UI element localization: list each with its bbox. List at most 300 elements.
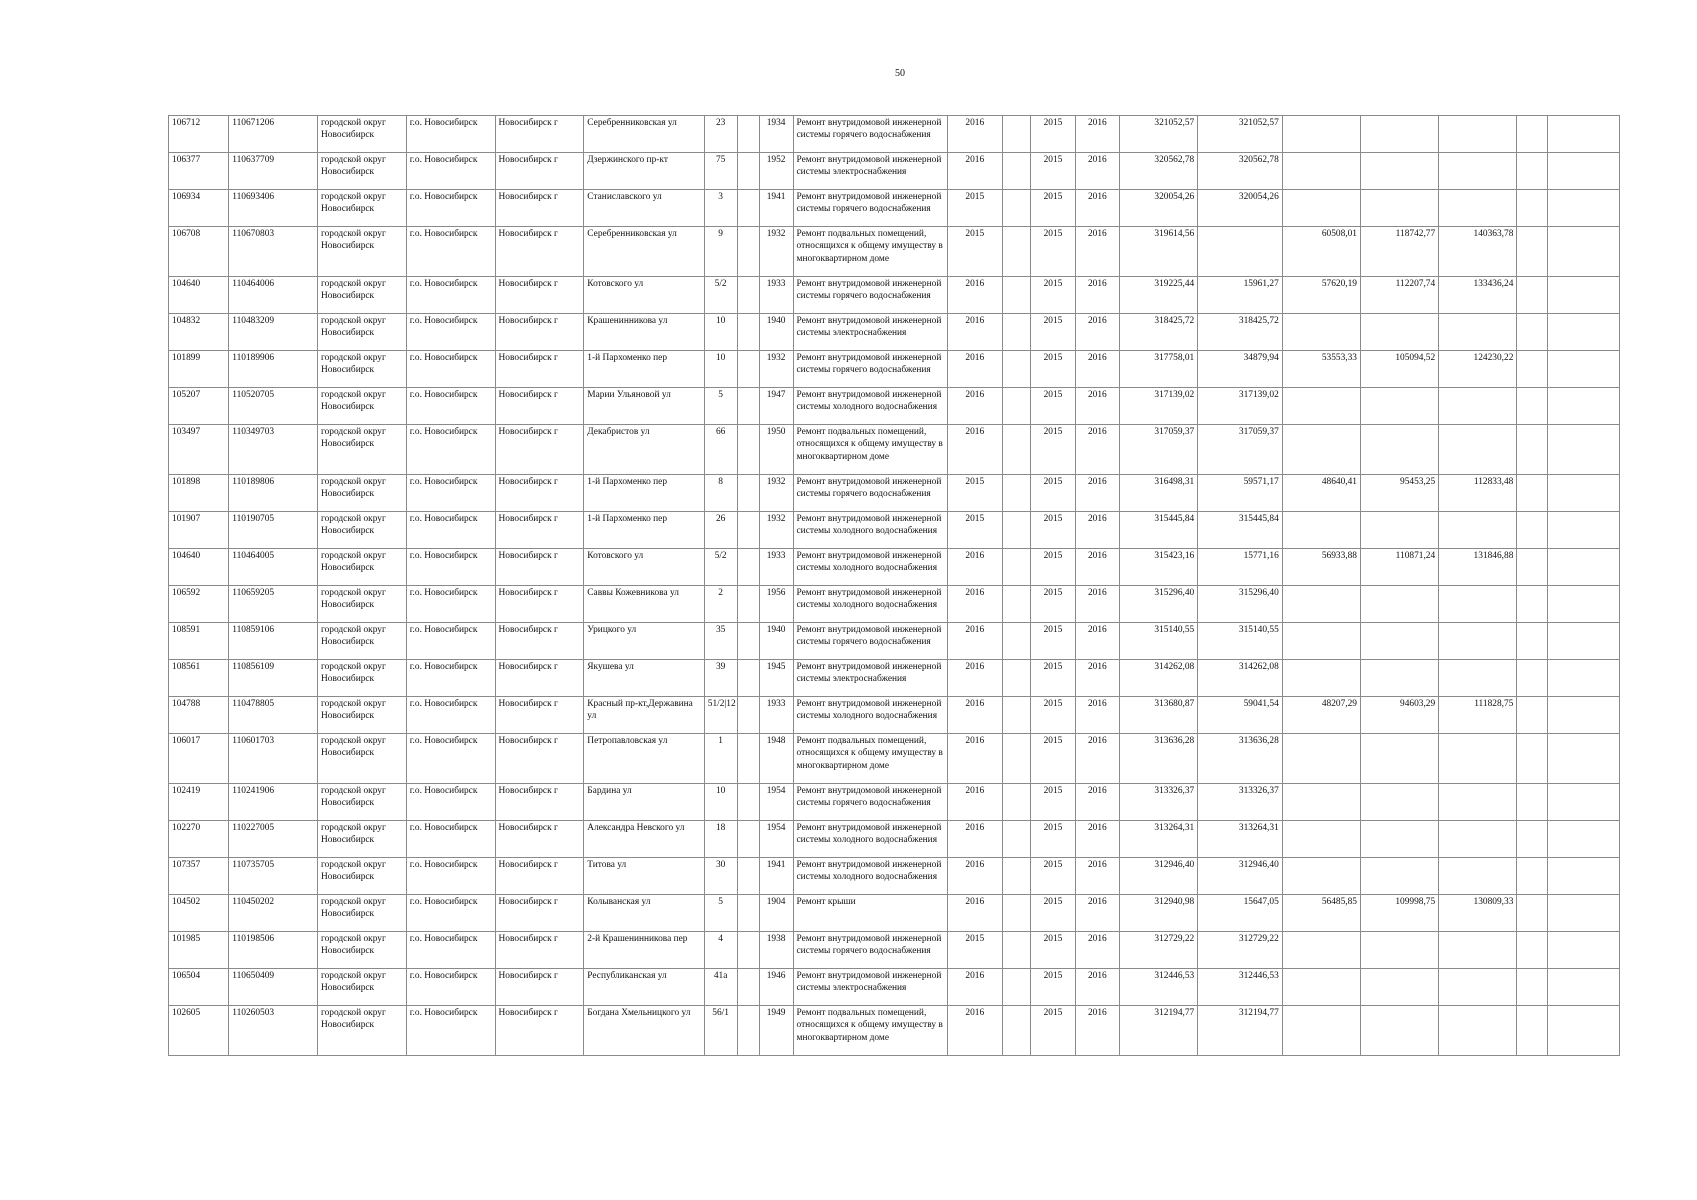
- cell-building: [737, 586, 759, 623]
- cell-work-type: Ремонт подвальных помещений, относящихся к общему имуществу в многоквартирном доме: [793, 734, 947, 784]
- table-row: [169, 190, 1620, 227]
- cell-extra: [1002, 153, 1031, 190]
- cell-extra: [1002, 895, 1031, 932]
- table-row: [169, 623, 1620, 660]
- cell-municipal-unit: г.о. Новосибирск: [406, 475, 495, 512]
- cell-building: [737, 623, 759, 660]
- cell-end-year: 2016: [1075, 895, 1119, 932]
- cell-build-year: 1933: [759, 549, 793, 586]
- cell-work-type: Ремонт внутридомовой инженерной системы холодного водоснабжения: [793, 821, 947, 858]
- cell-extra-2: [1517, 512, 1548, 549]
- cell-budget-3: [1439, 425, 1517, 475]
- cell-planned-year: 2015: [947, 512, 1002, 549]
- cell-house-number: 9: [704, 227, 737, 277]
- cell-budget-3: [1439, 1006, 1517, 1056]
- cell-planned-year: 2016: [947, 895, 1002, 932]
- cell-build-year: 1950: [759, 425, 793, 475]
- cell-work-type: Ремонт подвальных помещений, относящихся к общему имуществу в многоквартирном доме: [793, 1006, 947, 1056]
- cell-budget-1: [1282, 821, 1360, 858]
- cell-settlement: Новосибирск г: [495, 623, 584, 660]
- cell-house-number: 4: [704, 932, 737, 969]
- cell-start-year: 2015: [1031, 734, 1075, 784]
- cell-budget-2: [1360, 116, 1438, 153]
- cell-municipal-unit: г.о. Новосибирск: [406, 153, 495, 190]
- cell-house-number: 41а: [704, 969, 737, 1006]
- cell-start-year: 2015: [1031, 586, 1075, 623]
- table-row: [169, 697, 1620, 734]
- cell-build-year: 1940: [759, 623, 793, 660]
- cell-planned-year: 2016: [947, 586, 1002, 623]
- cell-budget-3: [1439, 969, 1517, 1006]
- cell-budget-2: [1360, 623, 1438, 660]
- cell-total-cost: 314262,08: [1120, 660, 1198, 697]
- cell-extra-3: [1548, 858, 1620, 895]
- cell-budget-1: [1282, 425, 1360, 475]
- cell-budget-2: [1360, 784, 1438, 821]
- cell-extra-3: [1548, 586, 1620, 623]
- cell-municipal-unit: г.о. Новосибирск: [406, 895, 495, 932]
- cell-budget-1: [1282, 660, 1360, 697]
- cell-planned-year: 2016: [947, 697, 1002, 734]
- cell-build-year: 1954: [759, 821, 793, 858]
- cell-start-year: 2015: [1031, 660, 1075, 697]
- cell-municipality: городской округ Новосибирск: [318, 425, 407, 475]
- cell-start-year: 2015: [1031, 277, 1075, 314]
- cell-house-id: 101907: [169, 512, 229, 549]
- table-row: [169, 475, 1620, 512]
- cell-end-year: 2016: [1075, 351, 1119, 388]
- cell-extra: [1002, 425, 1031, 475]
- cell-end-year: 2016: [1075, 623, 1119, 660]
- cell-extra-2: [1517, 586, 1548, 623]
- cell-end-year: 2016: [1075, 932, 1119, 969]
- cell-street: Петропавловская ул: [584, 734, 704, 784]
- cell-extra: [1002, 475, 1031, 512]
- cell-fund-cost: [1198, 227, 1283, 277]
- cell-extra-3: [1548, 190, 1620, 227]
- cell-house-id: 106592: [169, 586, 229, 623]
- cell-building: [737, 425, 759, 475]
- cell-planned-year: 2016: [947, 784, 1002, 821]
- cell-budget-2: 94603,29: [1360, 697, 1438, 734]
- cell-budget-3: [1439, 660, 1517, 697]
- cell-house-id: 106504: [169, 969, 229, 1006]
- cell-municipal-unit: г.о. Новосибирск: [406, 969, 495, 1006]
- cell-fund-cost: 315445,84: [1198, 512, 1283, 549]
- cell-end-year: 2016: [1075, 586, 1119, 623]
- cell-street: Колыванская ул: [584, 895, 704, 932]
- cell-budget-1: [1282, 623, 1360, 660]
- cell-total-cost: 312729,22: [1120, 932, 1198, 969]
- cell-budget-3: 131846,88: [1439, 549, 1517, 586]
- cell-total-cost: 315140,55: [1120, 623, 1198, 660]
- cell-planned-year: 2016: [947, 821, 1002, 858]
- cell-total-cost: 320562,78: [1120, 153, 1198, 190]
- cell-extra-3: [1548, 895, 1620, 932]
- cell-total-cost: 317059,37: [1120, 425, 1198, 475]
- cell-settlement: Новосибирск г: [495, 190, 584, 227]
- cell-extra: [1002, 660, 1031, 697]
- cell-building: [737, 697, 759, 734]
- cell-building: [737, 932, 759, 969]
- cell-planned-year: 2016: [947, 314, 1002, 351]
- table-row: [169, 227, 1620, 277]
- cell-work-type: Ремонт внутридомовой инженерной системы электроснабжения: [793, 314, 947, 351]
- cell-end-year: 2016: [1075, 784, 1119, 821]
- cell-start-year: 2015: [1031, 475, 1075, 512]
- cell-start-year: 2015: [1031, 351, 1075, 388]
- cell-planned-year: 2016: [947, 969, 1002, 1006]
- cell-budget-1: [1282, 116, 1360, 153]
- cell-fund-cost: 34879,94: [1198, 351, 1283, 388]
- cell-build-year: 1945: [759, 660, 793, 697]
- cell-extra-3: [1548, 623, 1620, 660]
- cell-municipal-unit: г.о. Новосибирск: [406, 623, 495, 660]
- cell-extra-2: [1517, 660, 1548, 697]
- cell-street: Александра Невского ул: [584, 821, 704, 858]
- cell-house-number: 51/2|12: [704, 697, 737, 734]
- cell-settlement: Новосибирск г: [495, 277, 584, 314]
- cell-fund-cost: 317059,37: [1198, 425, 1283, 475]
- table-row: [169, 277, 1620, 314]
- cell-start-year: 2015: [1031, 153, 1075, 190]
- cell-municipal-unit: г.о. Новосибирск: [406, 351, 495, 388]
- cell-settlement: Новосибирск г: [495, 969, 584, 1006]
- cell-extra-2: [1517, 116, 1548, 153]
- cell-municipal-unit: г.о. Новосибирск: [406, 388, 495, 425]
- cell-extra-3: [1548, 314, 1620, 351]
- cell-build-year: 1947: [759, 388, 793, 425]
- cell-start-year: 2015: [1031, 425, 1075, 475]
- cell-house-id: 106708: [169, 227, 229, 277]
- cell-municipality: городской округ Новосибирск: [318, 116, 407, 153]
- cell-start-year: 2015: [1031, 227, 1075, 277]
- cell-budget-2: [1360, 932, 1438, 969]
- cell-record-id: 110659205: [229, 586, 318, 623]
- cell-extra-3: [1548, 116, 1620, 153]
- cell-extra: [1002, 512, 1031, 549]
- cell-municipality: городской округ Новосибирск: [318, 351, 407, 388]
- cell-start-year: 2015: [1031, 821, 1075, 858]
- cell-fund-cost: 15771,16: [1198, 549, 1283, 586]
- cell-budget-1: [1282, 512, 1360, 549]
- cell-building: [737, 351, 759, 388]
- cell-house-number: 75: [704, 153, 737, 190]
- cell-start-year: 2015: [1031, 969, 1075, 1006]
- cell-total-cost: 316498,31: [1120, 475, 1198, 512]
- cell-end-year: 2016: [1075, 425, 1119, 475]
- table-row: [169, 858, 1620, 895]
- cell-extra: [1002, 623, 1031, 660]
- cell-street: Богдана Хмельницкого ул: [584, 1006, 704, 1056]
- cell-house-id: 102605: [169, 1006, 229, 1056]
- cell-extra-2: [1517, 895, 1548, 932]
- cell-extra: [1002, 227, 1031, 277]
- cell-work-type: Ремонт внутридомовой инженерной системы горячего водоснабжения: [793, 277, 947, 314]
- cell-fund-cost: 318425,72: [1198, 314, 1283, 351]
- cell-total-cost: 313326,37: [1120, 784, 1198, 821]
- cell-extra: [1002, 734, 1031, 784]
- cell-work-type: Ремонт внутридомовой инженерной системы горячего водоснабжения: [793, 190, 947, 227]
- cell-extra-2: [1517, 549, 1548, 586]
- table-row: [169, 660, 1620, 697]
- table-row: [169, 1006, 1620, 1056]
- cell-settlement: Новосибирск г: [495, 351, 584, 388]
- cell-street: Станиславского ул: [584, 190, 704, 227]
- cell-house-id: 108591: [169, 623, 229, 660]
- cell-budget-2: [1360, 512, 1438, 549]
- cell-fund-cost: 312194,77: [1198, 1006, 1283, 1056]
- cell-budget-3: [1439, 623, 1517, 660]
- cell-record-id: 110464006: [229, 277, 318, 314]
- cell-end-year: 2016: [1075, 388, 1119, 425]
- cell-municipal-unit: г.о. Новосибирск: [406, 227, 495, 277]
- cell-settlement: Новосибирск г: [495, 932, 584, 969]
- cell-extra: [1002, 116, 1031, 153]
- cell-extra-2: [1517, 277, 1548, 314]
- cell-end-year: 2016: [1075, 116, 1119, 153]
- cell-house-id: 104640: [169, 549, 229, 586]
- table-row: [169, 784, 1620, 821]
- cell-end-year: 2016: [1075, 1006, 1119, 1056]
- cell-record-id: 110483209: [229, 314, 318, 351]
- cell-work-type: Ремонт внутридомовой инженерной системы горячего водоснабжения: [793, 932, 947, 969]
- cell-record-id: 110464005: [229, 549, 318, 586]
- cell-total-cost: 313636,28: [1120, 734, 1198, 784]
- cell-budget-1: [1282, 314, 1360, 351]
- cell-fund-cost: 320054,26: [1198, 190, 1283, 227]
- cell-extra-2: [1517, 1006, 1548, 1056]
- cell-budget-2: [1360, 153, 1438, 190]
- cell-building: [737, 858, 759, 895]
- cell-municipal-unit: г.о. Новосибирск: [406, 116, 495, 153]
- cell-building: [737, 512, 759, 549]
- cell-street: Урицкого ул: [584, 623, 704, 660]
- cell-fund-cost: 315140,55: [1198, 623, 1283, 660]
- cell-municipality: городской округ Новосибирск: [318, 969, 407, 1006]
- cell-municipal-unit: г.о. Новосибирск: [406, 512, 495, 549]
- cell-budget-3: [1439, 586, 1517, 623]
- cell-extra-2: [1517, 932, 1548, 969]
- cell-budget-3: [1439, 153, 1517, 190]
- cell-settlement: Новосибирск г: [495, 314, 584, 351]
- cell-start-year: 2015: [1031, 895, 1075, 932]
- cell-municipality: городской округ Новосибирск: [318, 623, 407, 660]
- cell-extra-3: [1548, 475, 1620, 512]
- cell-planned-year: 2016: [947, 388, 1002, 425]
- cell-budget-2: 109998,75: [1360, 895, 1438, 932]
- cell-house-number: 5: [704, 895, 737, 932]
- cell-municipal-unit: г.о. Новосибирск: [406, 858, 495, 895]
- cell-fund-cost: 317139,02: [1198, 388, 1283, 425]
- cell-budget-3: [1439, 821, 1517, 858]
- cell-house-number: 18: [704, 821, 737, 858]
- cell-end-year: 2016: [1075, 697, 1119, 734]
- cell-extra-3: [1548, 784, 1620, 821]
- cell-budget-2: [1360, 969, 1438, 1006]
- cell-budget-2: 110871,24: [1360, 549, 1438, 586]
- cell-planned-year: 2016: [947, 660, 1002, 697]
- cell-municipal-unit: г.о. Новосибирск: [406, 277, 495, 314]
- cell-municipal-unit: г.о. Новосибирск: [406, 425, 495, 475]
- cell-budget-2: [1360, 314, 1438, 351]
- cell-extra: [1002, 932, 1031, 969]
- cell-budget-3: 140363,78: [1439, 227, 1517, 277]
- cell-extra-3: [1548, 277, 1620, 314]
- cell-build-year: 1938: [759, 932, 793, 969]
- cell-extra-3: [1548, 660, 1620, 697]
- cell-total-cost: 312946,40: [1120, 858, 1198, 895]
- table-row: [169, 586, 1620, 623]
- cell-house-id: 108561: [169, 660, 229, 697]
- cell-municipal-unit: г.о. Новосибирск: [406, 660, 495, 697]
- cell-budget-2: 118742,77: [1360, 227, 1438, 277]
- cell-record-id: 110227005: [229, 821, 318, 858]
- cell-planned-year: 2015: [947, 932, 1002, 969]
- cell-house-number: 26: [704, 512, 737, 549]
- cell-record-id: 110671206: [229, 116, 318, 153]
- cell-record-id: 110735705: [229, 858, 318, 895]
- cell-total-cost: 317139,02: [1120, 388, 1198, 425]
- cell-work-type: Ремонт внутридомовой инженерной системы холодного водоснабжения: [793, 512, 947, 549]
- cell-extra: [1002, 314, 1031, 351]
- cell-municipality: городской округ Новосибирск: [318, 586, 407, 623]
- cell-street: 1-й Пархоменко пер: [584, 475, 704, 512]
- cell-end-year: 2016: [1075, 314, 1119, 351]
- cell-street: Якушева ул: [584, 660, 704, 697]
- cell-end-year: 2016: [1075, 475, 1119, 512]
- cell-work-type: Ремонт подвальных помещений, относящихся к общему имуществу в многоквартирном доме: [793, 425, 947, 475]
- cell-budget-2: [1360, 190, 1438, 227]
- cell-municipal-unit: г.о. Новосибирск: [406, 549, 495, 586]
- cell-house-id: 102419: [169, 784, 229, 821]
- cell-extra-2: [1517, 190, 1548, 227]
- cell-municipality: городской округ Новосибирск: [318, 475, 407, 512]
- cell-municipality: городской округ Новосибирск: [318, 784, 407, 821]
- cell-settlement: Новосибирск г: [495, 734, 584, 784]
- cell-record-id: 110189806: [229, 475, 318, 512]
- cell-building: [737, 475, 759, 512]
- cell-house-id: 104832: [169, 314, 229, 351]
- cell-start-year: 2015: [1031, 549, 1075, 586]
- cell-house-id: 101985: [169, 932, 229, 969]
- cell-street: Серебренниковская ул: [584, 116, 704, 153]
- cell-work-type: Ремонт внутридомовой инженерной системы холодного водоснабжения: [793, 858, 947, 895]
- cell-work-type: Ремонт подвальных помещений, относящихся к общему имуществу в многоквартирном доме: [793, 227, 947, 277]
- cell-settlement: Новосибирск г: [495, 1006, 584, 1056]
- cell-house-number: 56/1: [704, 1006, 737, 1056]
- cell-total-cost: 312194,77: [1120, 1006, 1198, 1056]
- cell-work-type: Ремонт внутридомовой инженерной системы горячего водоснабжения: [793, 784, 947, 821]
- cell-fund-cost: 313636,28: [1198, 734, 1283, 784]
- cell-budget-1: [1282, 1006, 1360, 1056]
- cell-end-year: 2016: [1075, 969, 1119, 1006]
- cell-budget-2: 95453,25: [1360, 475, 1438, 512]
- cell-settlement: Новосибирск г: [495, 660, 584, 697]
- cell-house-id: 101899: [169, 351, 229, 388]
- cell-budget-3: 111828,75: [1439, 697, 1517, 734]
- cell-total-cost: 315445,84: [1120, 512, 1198, 549]
- cell-extra-2: [1517, 314, 1548, 351]
- cell-municipality: городской округ Новосибирск: [318, 153, 407, 190]
- cell-total-cost: 317758,01: [1120, 351, 1198, 388]
- cell-work-type: Ремонт внутридомовой инженерной системы холодного водоснабжения: [793, 388, 947, 425]
- cell-municipality: городской округ Новосибирск: [318, 1006, 407, 1056]
- cell-budget-3: [1439, 190, 1517, 227]
- cell-municipality: городской округ Новосибирск: [318, 190, 407, 227]
- cell-extra-2: [1517, 388, 1548, 425]
- cell-street: 2-й Крашенинникова пер: [584, 932, 704, 969]
- cell-record-id: 110241906: [229, 784, 318, 821]
- cell-house-number: 3: [704, 190, 737, 227]
- table-row: [169, 512, 1620, 549]
- cell-house-number: 10: [704, 784, 737, 821]
- cell-municipality: городской округ Новосибирск: [318, 734, 407, 784]
- cell-fund-cost: 321052,57: [1198, 116, 1283, 153]
- table-row: [169, 425, 1620, 475]
- cell-budget-1: [1282, 969, 1360, 1006]
- cell-settlement: Новосибирск г: [495, 858, 584, 895]
- table-row: [169, 821, 1620, 858]
- cell-extra: [1002, 821, 1031, 858]
- cell-work-type: Ремонт внутридомовой инженерной системы холодного водоснабжения: [793, 586, 947, 623]
- table-row: [169, 153, 1620, 190]
- cell-settlement: Новосибирск г: [495, 697, 584, 734]
- cell-work-type: Ремонт внутридомовой инженерной системы холодного водоснабжения: [793, 697, 947, 734]
- cell-budget-3: [1439, 734, 1517, 784]
- cell-house-number: 1: [704, 734, 737, 784]
- cell-budget-2: [1360, 586, 1438, 623]
- cell-house-id: 104788: [169, 697, 229, 734]
- cell-extra-2: [1517, 697, 1548, 734]
- table-row: [169, 932, 1620, 969]
- cell-extra-3: [1548, 932, 1620, 969]
- page-number: 50: [895, 68, 905, 79]
- table-row: [169, 549, 1620, 586]
- cell-extra-3: [1548, 512, 1620, 549]
- cell-work-type: Ремонт крыши: [793, 895, 947, 932]
- cell-municipality: городской округ Новосибирск: [318, 227, 407, 277]
- cell-settlement: Новосибирск г: [495, 116, 584, 153]
- cell-building: [737, 734, 759, 784]
- cell-house-id: 106017: [169, 734, 229, 784]
- cell-settlement: Новосибирск г: [495, 153, 584, 190]
- cell-build-year: 1933: [759, 697, 793, 734]
- cell-budget-2: [1360, 734, 1438, 784]
- cell-budget-3: [1439, 784, 1517, 821]
- cell-building: [737, 821, 759, 858]
- cell-record-id: 110190705: [229, 512, 318, 549]
- cell-record-id: 110859106: [229, 623, 318, 660]
- cell-house-number: 8: [704, 475, 737, 512]
- cell-build-year: 1940: [759, 314, 793, 351]
- cell-start-year: 2015: [1031, 1006, 1075, 1056]
- cell-municipal-unit: г.о. Новосибирск: [406, 821, 495, 858]
- cell-planned-year: 2016: [947, 116, 1002, 153]
- cell-house-number: 35: [704, 623, 737, 660]
- cell-extra-2: [1517, 425, 1548, 475]
- cell-budget-3: [1439, 116, 1517, 153]
- cell-municipal-unit: г.о. Новосибирск: [406, 1006, 495, 1056]
- cell-budget-1: [1282, 858, 1360, 895]
- cell-build-year: 1941: [759, 190, 793, 227]
- cell-work-type: Ремонт внутридомовой инженерной системы горячего водоснабжения: [793, 475, 947, 512]
- cell-street: Красный пр-кт,Державина ул: [584, 697, 704, 734]
- cell-start-year: 2015: [1031, 388, 1075, 425]
- cell-record-id: 110450202: [229, 895, 318, 932]
- cell-budget-1: [1282, 784, 1360, 821]
- cell-street: Декабристов ул: [584, 425, 704, 475]
